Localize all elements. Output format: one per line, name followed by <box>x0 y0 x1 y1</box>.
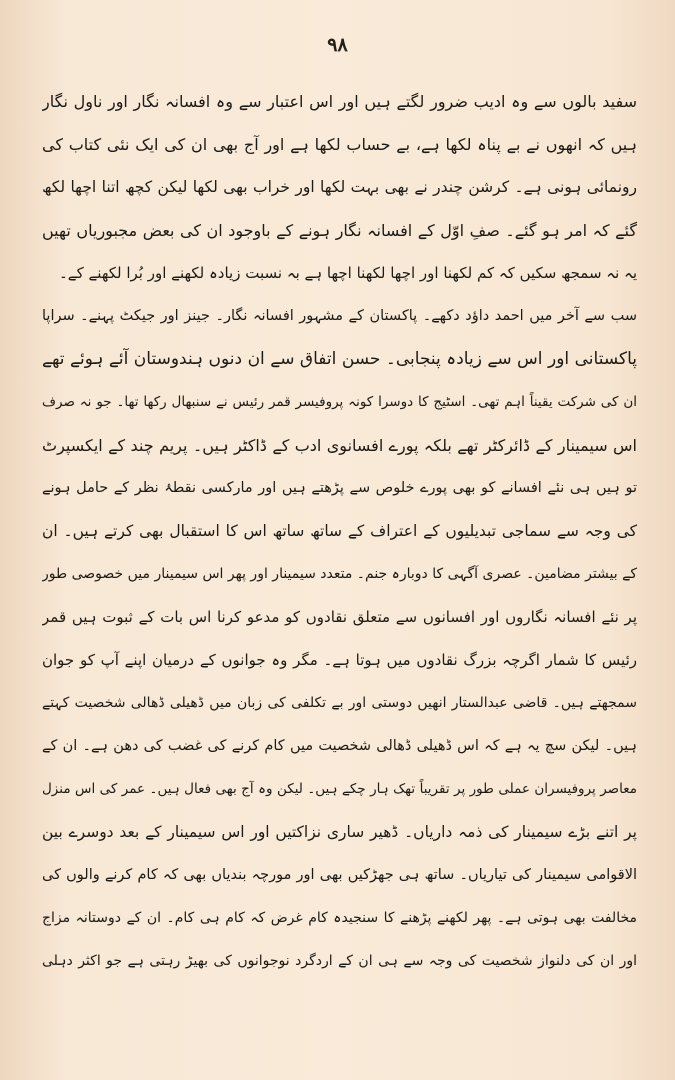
text-line: پر اتنے بڑے سیمینار کی ذمہ داریاں۔ ڈھیر ساری نزاکتیں اور اس سیمینار کے بعد دوسرے بین <box>42 823 637 841</box>
text-line: رونمائی ہونی ہے۔ کرشن چندر نے بھی بہت لکھا اور خراب بھی لکھا لیکن کچھ اتنا اچھا لکھ <box>42 178 637 196</box>
page-number: ۹۸ <box>327 34 348 56</box>
text-line: ہیں۔ لیکن سچ یہ ہے کہ اس ڈھیلی ڈھالی شخصیت میں کام کرنے کی غضب کی دھن ہے۔ ان کے <box>42 738 637 754</box>
text-line: سمجھتے ہیں۔ قاضی عبدالستار انھیں دوستی اور بے تکلفی کی زبان میں ڈھیلی ڈھالی شخصیت کہتے <box>42 695 637 711</box>
text-line: ہیں کہ انھوں نے بے پناہ لکھا ہے، بے حساب لکھا ہے اور آج بھی ان کی ایک نئی کتاب کی <box>42 135 637 154</box>
urdu-text-block <box>42 80 637 983</box>
text-line: گئے کہ امر ہو گئے۔ صفِ اوّل کے افسانہ نگار ہونے کے باوجود ان کی بعض مجبوریاں تھیں <box>42 221 637 240</box>
text-line: اور ان کی دلنواز شخصیت کی وجہ سے ہی ان کے اردگرد نوجوانوں کی بھیڑ رہتی ہے جو اکثر دہلی <box>42 953 637 969</box>
text-line: الاقوامی سیمینار کی تیاریاں۔ ساتھ ہی جھڑکیں بھی اور مورچہ بندیاں بھی کہ کام کرنے والوں کی <box>42 867 637 883</box>
text-line: یہ نہ سمجھ سکیں کہ کم لکھنا اور اچھا لکھنا اچھا ہے بہ نسبت زیادہ لکھنے اور بُرا لکھنے کے۔ <box>59 264 637 282</box>
text-line: ان کی شرکت یقیناً اہم تھی۔ اسٹیج کا دوسرا کونہ پروفیسر قمر رئیس نے سنبھال رکھا تھا۔ جو نہ صرف <box>42 394 637 410</box>
text-line: پاکستانی اور اس سے زیادہ پنجابی۔ حسن اتفاق سے ان دنوں ہندوستان آئے ہوئے تھے <box>42 349 637 369</box>
text-line: پر نئے افسانہ نگاروں اور افسانوں سے متعلق نقادوں کو مدعو کرنا اس بات کے ثبوت ہیں قمر <box>42 608 637 626</box>
text-line: تو ہیں ہی نئے افسانے کو بھی پورے خلوص سے پڑھتے ہیں اور مارکسی نقطۂ نظر کے حامل ہونے <box>42 480 637 496</box>
text-line: اس سیمینار کے ڈائرکٹر تھے بلکہ پورے افسانوی ادب کے ڈاکٹر ہیں۔ پریم چند کے ایکسپرٹ <box>42 436 637 455</box>
text-line: معاصر پروفیسران عملی طور پر تقریباً تھک ہار چکے ہیں۔ لیکن وہ آج بھی فعال ہیں۔ عمر کی اس منزل <box>42 781 637 797</box>
text-line: کی وجہ سے سماجی تبدیلیوں کے اعتراف کے ساتھ ساتھ اس کا استقبال بھی کرتے ہیں۔ ان <box>42 522 637 540</box>
text-line: مخالفت بھی ہوتی ہے۔ پھر لکھنے پڑھنے کا سنجیدہ کام غرض کہ کام ہی کام۔ ان کے دوستانہ مزاج <box>42 910 637 926</box>
text-line: رئیس کا شمار اگرچہ بزرگ نقادوں میں ہوتا ہے۔ مگر وہ جوانوں کے درمیان اپنے آپ کو جوان <box>42 651 637 669</box>
text-line: کے بیشتر مضامین۔ عصری آگہی کا دوبارہ جنم۔ متعدد سیمینار اور پھر اس سیمینار میں خصوصی طور <box>42 566 637 582</box>
text-line: سب سے آخر میں احمد داؤد دکھے۔ پاکستان کے مشہور افسانہ نگار۔ جینز اور جیکٹ پہنے۔ سراپا <box>42 308 637 324</box>
text-line: سفید بالوں سے وہ ادیب ضرور لگتے ہیں اور اس اعتبار سے وہ افسانہ نگار اور ناول نگار <box>42 92 637 111</box>
